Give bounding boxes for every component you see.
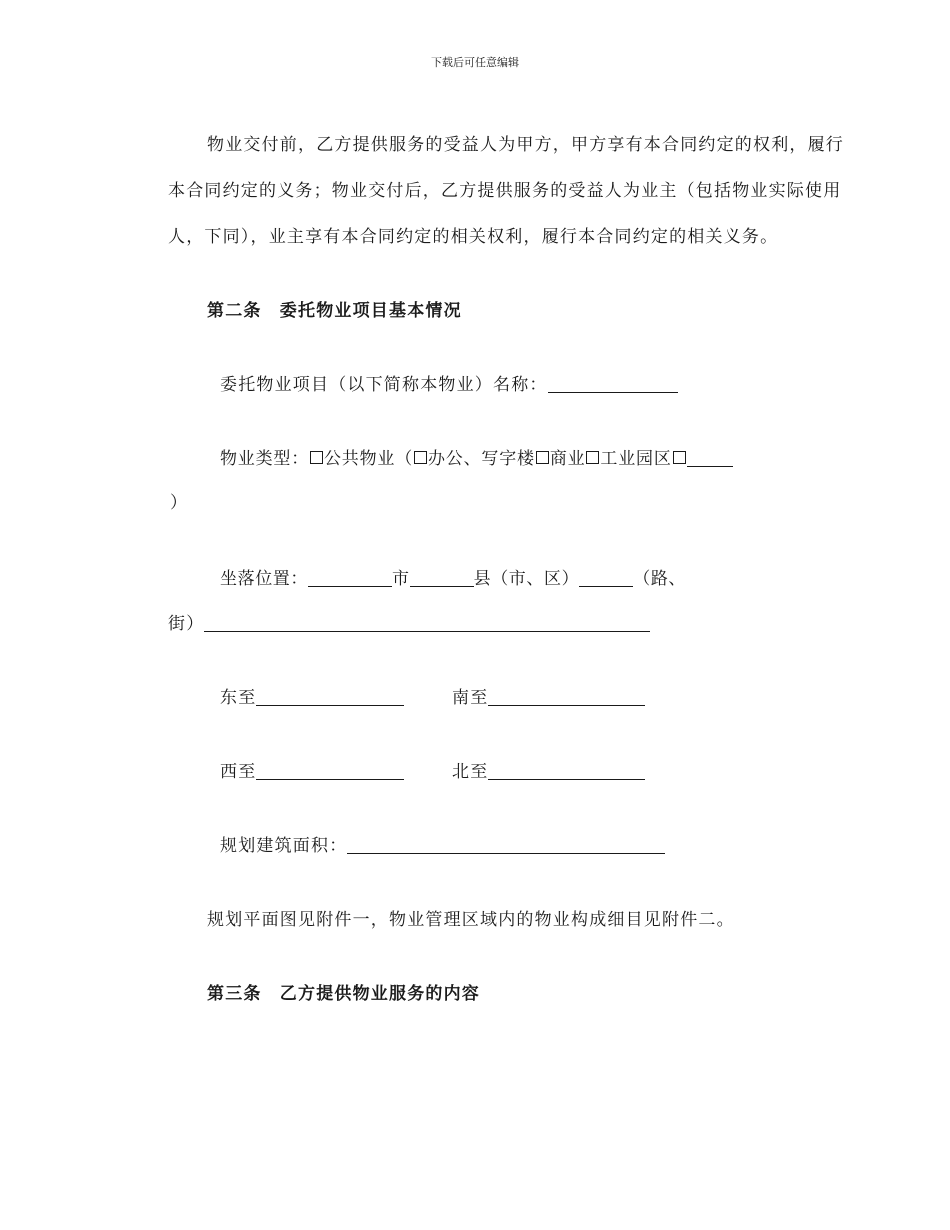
location-row — [220, 564, 686, 589]
road-blank[interactable] — [579, 570, 633, 587]
north-blank[interactable] — [488, 763, 645, 780]
street-blank[interactable] — [204, 615, 650, 632]
article-3-heading: 第三条 乙方提供物业服务的内容 — [207, 984, 480, 1004]
road-label: （路、 — [633, 569, 687, 589]
east-blank[interactable] — [256, 689, 404, 706]
north-label: 北至 — [452, 762, 489, 782]
county-blank[interactable] — [410, 570, 474, 587]
project-name-row — [220, 370, 678, 395]
checkbox-industrial[interactable] — [586, 451, 599, 464]
article-2-heading: 第二条 委托物业项目基本情况 — [207, 301, 462, 321]
south-boundary — [452, 683, 645, 708]
other-type-blank[interactable] — [687, 450, 733, 467]
west-boundary — [220, 757, 404, 782]
checkbox-other[interactable] — [673, 451, 686, 464]
south-label: 南至 — [452, 688, 489, 708]
project-name-blank[interactable] — [548, 376, 678, 393]
area-blank[interactable] — [347, 837, 665, 854]
paragraph-line: 本合同约定的义务；物业交付后，乙方提供服务的受益人为业主（包括物业实际使用 — [168, 181, 842, 201]
county-label: 县（市、区） — [473, 569, 580, 589]
east-boundary — [220, 683, 404, 708]
checkbox-commercial[interactable] — [536, 451, 549, 464]
option-office-label: 办公、写字楼 — [428, 449, 535, 469]
plan-note: 规划平面图见附件一，物业管理区域内的物业构成细目见附件二。 — [207, 910, 735, 930]
street-label: 街） — [168, 614, 205, 634]
option-industrial-label: 工业园区 — [600, 449, 672, 469]
location-label: 坐落位置： — [220, 569, 308, 589]
city-blank[interactable] — [308, 570, 392, 587]
street-row — [168, 609, 650, 634]
option-public-label: 公共物业（ — [324, 449, 413, 469]
option-commercial-label: 商业 — [549, 449, 586, 469]
east-label: 东至 — [220, 688, 257, 708]
paragraph-line: 物业交付前，乙方提供服务的受益人为甲方，甲方享有本合同约定的权利，履行 — [207, 135, 844, 155]
property-type-row — [220, 444, 733, 469]
property-type-close: ） — [170, 493, 189, 513]
area-label: 规划建筑面积： — [220, 836, 348, 856]
checkbox-public[interactable] — [310, 451, 323, 464]
page-header: 下载后可任意编辑 — [431, 56, 519, 69]
south-blank[interactable] — [488, 689, 645, 706]
city-label: 市 — [392, 569, 410, 589]
project-name-label: 委托物业项目（以下简称本物业）名称： — [220, 375, 548, 395]
north-boundary — [452, 757, 645, 782]
paragraph-line: 人，下同），业主享有本合同约定的相关权利，履行本合同约定的相关义务。 — [168, 227, 779, 247]
property-type-label: 物业类型： — [220, 449, 309, 469]
area-row — [220, 831, 665, 856]
west-label: 西至 — [220, 762, 257, 782]
checkbox-office[interactable] — [414, 451, 427, 464]
west-blank[interactable] — [256, 763, 404, 780]
